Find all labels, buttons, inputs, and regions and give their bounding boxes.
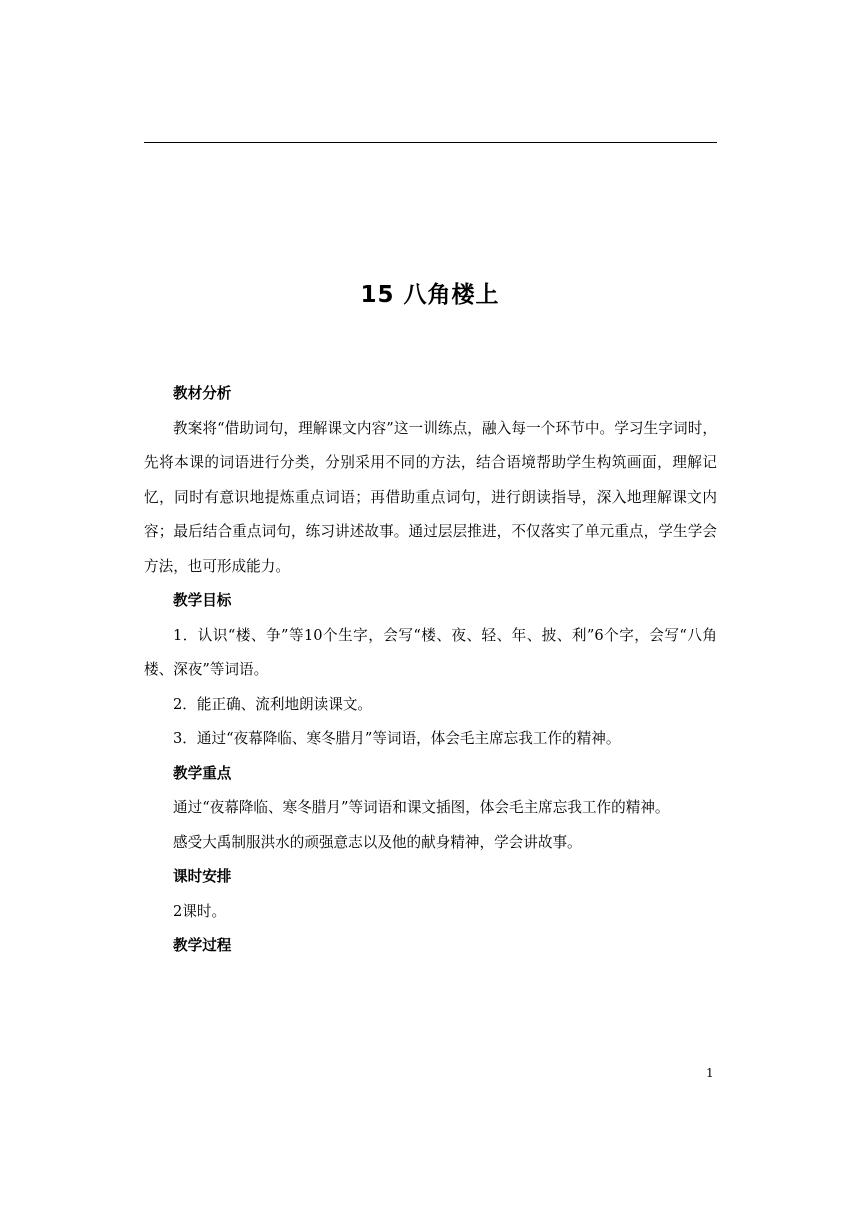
header-rule bbox=[144, 142, 717, 143]
document-body bbox=[144, 377, 717, 964]
schedule-text: 2课时。 bbox=[173, 902, 227, 920]
goal-item: 1．认识“楼、争”等10个生字，会写“楼、夜、轻、年、披、利”6个字，会写“八角楼、深夜”等词语。 bbox=[144, 626, 717, 678]
goal-item: 2．能正确、流利地朗读课文。 bbox=[173, 695, 373, 713]
keypoint-item: 感受大禹制服洪水的顽强意志以及他的献身精神，学会讲故事。 bbox=[173, 833, 582, 851]
page-number: 1 bbox=[706, 1066, 714, 1080]
analysis-paragraph: 教案将“借助词句，理解课文内容”这一训练点，融入每一个环节中。学习生字词时，先将本课的词语进行分类，分别采用不同的方法，结合语境帮助学生构筑画面，理解记忆，同时有意识地提炼重点词语；再借助重点词句，进行朗读指导，深入地理解课文内容；最后结合重点词句，练习讲述故事。通过层层推进，不仅落实了单元重点，学生学会方法，也可形成能力。 bbox=[144, 419, 717, 575]
page-title: 15 八角楼上 bbox=[360, 282, 500, 308]
analysis-heading: 教材分析 bbox=[173, 385, 232, 402]
schedule-heading: 课时安排 bbox=[173, 868, 232, 885]
process-heading: 教学过程 bbox=[173, 937, 232, 954]
goals-heading: 教学目标 bbox=[173, 592, 232, 609]
keypoint-item: 通过“夜幕降临、寒冬腊月”等词语和课文插图，体会毛主席忘我工作的精神。 bbox=[173, 799, 670, 816]
goal-item: 3．通过“夜幕降临、寒冬腊月”等词语，体会毛主席忘我工作的精神。 bbox=[173, 730, 621, 747]
keypoints-heading: 教学重点 bbox=[173, 764, 232, 782]
